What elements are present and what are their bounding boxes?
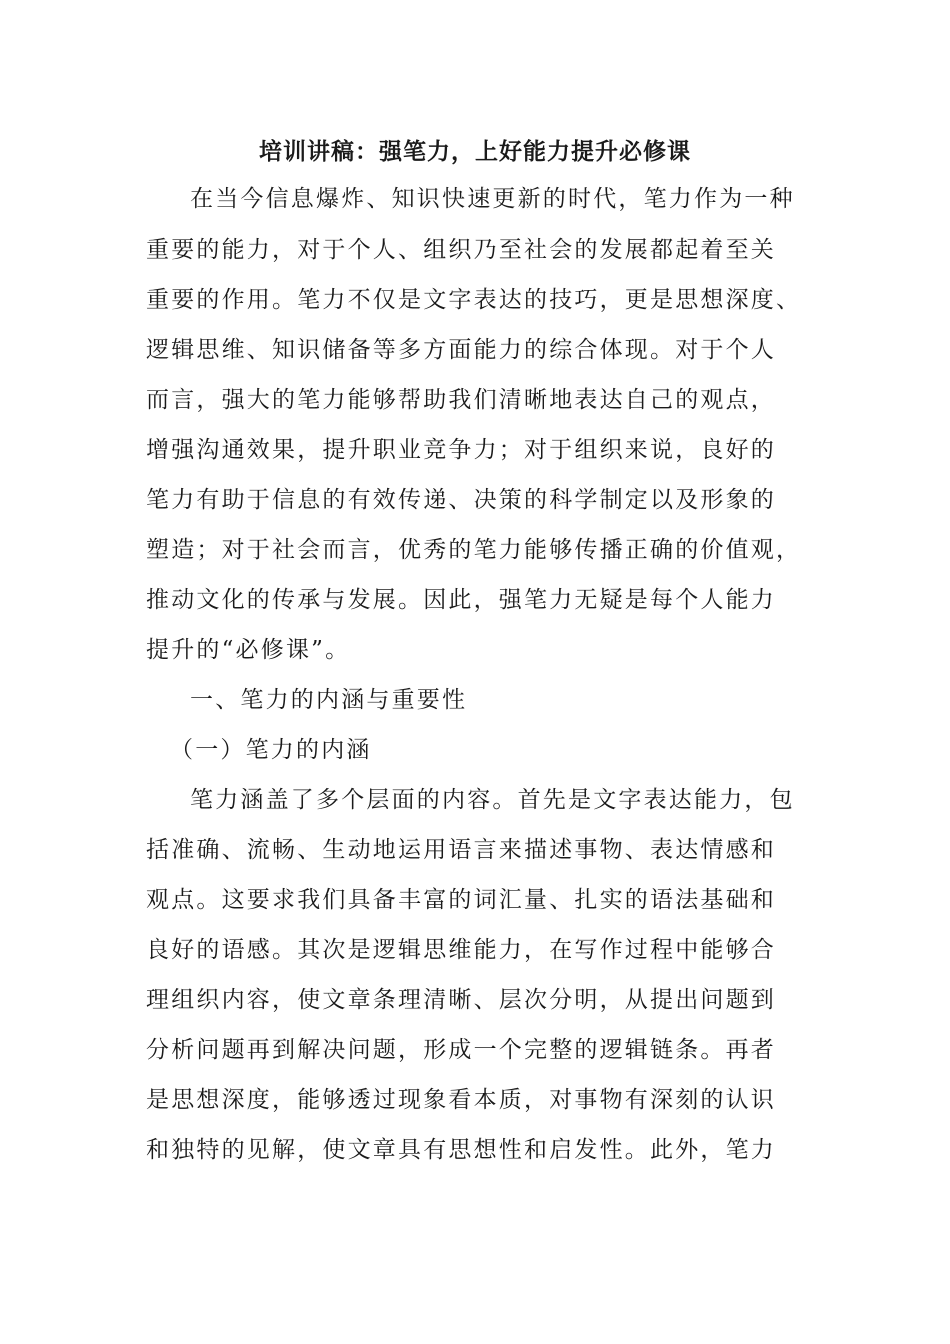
- paragraph-1-line-10: 提升的“必修课”。: [146, 637, 351, 663]
- paragraph-2-line-4: 良好的语感。其次是逻辑思维能力，在写作过程中能够合: [146, 937, 776, 963]
- paragraph-1-line-9: 推动文化的传承与发展。因此，强笔力无疑是每个人能力: [146, 587, 776, 613]
- paragraph-2-line-7: 是思想深度，能够透过现象看本质，对事物有深刻的认识: [146, 1087, 776, 1113]
- paragraph-1-line-6: 增强沟通效果，提升职业竞争力；对于组织来说，良好的: [146, 437, 776, 463]
- paragraph-1-line-3: 重要的作用。笔力不仅是文字表达的技巧，更是思想深度、: [146, 287, 802, 313]
- section-heading-2: （一）笔力的内涵: [170, 737, 372, 763]
- section-heading-1: 一、笔力的内涵与重要性: [190, 687, 468, 713]
- paragraph-2-line-6: 分析问题再到解决问题，形成一个完整的逻辑链条。再者: [146, 1037, 776, 1063]
- paragraph-2-line-2: 括准确、流畅、生动地运用语言来描述事物、表达情感和: [146, 837, 776, 863]
- paragraph-1-line-5: 而言，强大的笔力能够帮助我们清晰地表达自己的观点，: [146, 387, 776, 413]
- paragraph-1-line-2: 重要的能力，对于个人、组织乃至社会的发展都起着至关: [146, 237, 776, 263]
- paragraph-2-line-3: 观点。这要求我们具备丰富的词汇量、扎实的语法基础和: [146, 887, 776, 913]
- paragraph-1-line-1: 在当今信息爆炸、知识快速更新的时代，笔力作为一种: [190, 186, 795, 212]
- paragraph-2-line-5: 理组织内容，使文章条理清晰、层次分明，从提出问题到: [146, 987, 776, 1013]
- paragraph-1-line-7: 笔力有助于信息的有效传递、决策的科学制定以及形象的: [146, 487, 776, 513]
- paragraph-1-line-8: 塑造；对于社会而言，优秀的笔力能够传播正确的价值观，: [146, 537, 802, 563]
- paragraph-1-line-4: 逻辑思维、知识储备等多方面能力的综合体现。对于个人: [146, 337, 776, 363]
- paragraph-2-line-8: 和独特的见解，使文章具有思想性和启发性。此外，笔力: [146, 1137, 776, 1163]
- paragraph-2-line-1: 笔力涵盖了多个层面的内容。首先是文字表达能力，包: [190, 787, 795, 813]
- document-title: 培训讲稿：强笔力，上好能力提升必修课: [259, 138, 691, 165]
